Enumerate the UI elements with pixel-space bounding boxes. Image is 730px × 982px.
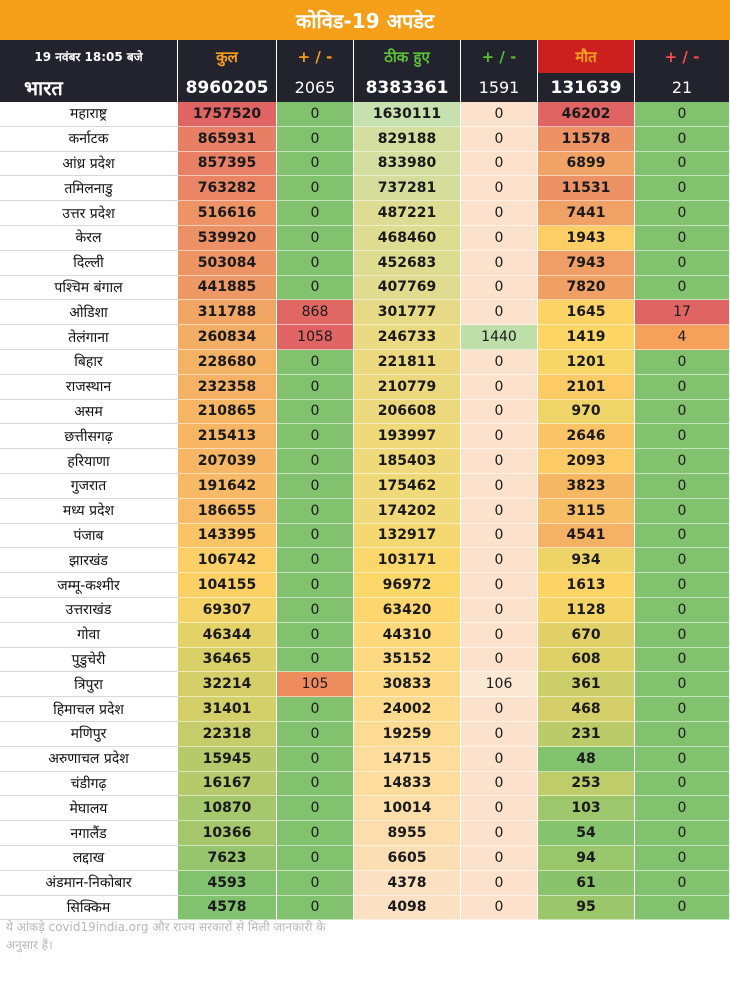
row-7-recovered: 407769 (354, 276, 461, 301)
national-deaths-delta: 21 (635, 73, 730, 102)
row-14-state: हरियाणा (0, 449, 178, 474)
row-24-deaths-delta: 0 (635, 697, 730, 722)
row-9-total: 260834 (178, 325, 277, 350)
row-21-recovered-delta: 0 (461, 623, 538, 648)
row-14-total: 207039 (178, 449, 277, 474)
row-30-recovered-delta: 0 (461, 846, 538, 871)
row-28-recovered-delta: 0 (461, 796, 538, 821)
row-28-total: 10870 (178, 796, 277, 821)
header-total: कुल (178, 40, 277, 73)
row-2-state: आंध्र प्रदेश (0, 152, 178, 177)
row-18-deaths: 934 (538, 548, 635, 573)
row-16-deaths: 3115 (538, 499, 635, 524)
row-28-deaths: 103 (538, 796, 635, 821)
row-16-total-delta: 0 (277, 499, 354, 524)
row-22-recovered-delta: 0 (461, 648, 538, 673)
row-3-recovered-delta: 0 (461, 176, 538, 201)
row-19-deaths-delta: 0 (635, 573, 730, 598)
row-23-total: 32214 (178, 672, 277, 697)
header-total-delta: + / - (277, 40, 354, 73)
row-30-state: लद्दाख (0, 846, 178, 871)
row-6-recovered-delta: 0 (461, 251, 538, 276)
row-17-deaths-delta: 0 (635, 524, 730, 549)
row-9-state: तेलंगाना (0, 325, 178, 350)
row-27-total: 16167 (178, 772, 277, 797)
row-8-deaths-delta: 17 (635, 300, 730, 325)
row-26-recovered-delta: 0 (461, 747, 538, 772)
row-1-recovered-delta: 0 (461, 127, 538, 152)
row-23-recovered-delta: 106 (461, 672, 538, 697)
row-25-total: 22318 (178, 722, 277, 747)
row-3-deaths-delta: 0 (635, 176, 730, 201)
row-28-recovered: 10014 (354, 796, 461, 821)
footer-note: ये आंकड़े covid19india.org और राज्य सरकारों से मिली जानकारी के अनुसार हैं। (6, 920, 326, 952)
row-32-recovered-delta: 0 (461, 896, 538, 921)
row-21-recovered: 44310 (354, 623, 461, 648)
row-30-recovered: 6605 (354, 846, 461, 871)
row-20-total-delta: 0 (277, 598, 354, 623)
row-23-deaths: 361 (538, 672, 635, 697)
row-31-state: अंडमान-निकोबार (0, 871, 178, 896)
row-18-total-delta: 0 (277, 548, 354, 573)
row-6-deaths: 7943 (538, 251, 635, 276)
row-15-state: गुजरात (0, 474, 178, 499)
national-recovered-delta: 1591 (461, 73, 538, 102)
row-13-deaths: 2646 (538, 424, 635, 449)
row-1-total-delta: 0 (277, 127, 354, 152)
row-20-total: 69307 (178, 598, 277, 623)
row-21-deaths-delta: 0 (635, 623, 730, 648)
row-20-deaths-delta: 0 (635, 598, 730, 623)
row-15-deaths: 3823 (538, 474, 635, 499)
row-8-state: ओडिशा (0, 300, 178, 325)
row-14-recovered-delta: 0 (461, 449, 538, 474)
row-10-recovered: 221811 (354, 350, 461, 375)
row-0-deaths: 46202 (538, 102, 635, 127)
row-15-total-delta: 0 (277, 474, 354, 499)
row-23-state: त्रिपुरा (0, 672, 178, 697)
row-4-deaths-delta: 0 (635, 201, 730, 226)
row-25-deaths-delta: 0 (635, 722, 730, 747)
row-3-total: 763282 (178, 176, 277, 201)
row-19-total-delta: 0 (277, 573, 354, 598)
row-24-total: 31401 (178, 697, 277, 722)
row-1-state: कर्नाटक (0, 127, 178, 152)
row-10-total: 228680 (178, 350, 277, 375)
row-22-recovered: 35152 (354, 648, 461, 673)
row-6-total-delta: 0 (277, 251, 354, 276)
row-23-total-delta: 105 (277, 672, 354, 697)
row-0-recovered: 1630111 (354, 102, 461, 127)
row-26-total: 15945 (178, 747, 277, 772)
row-7-recovered-delta: 0 (461, 276, 538, 301)
row-22-total: 36465 (178, 648, 277, 673)
row-6-recovered: 452683 (354, 251, 461, 276)
row-18-deaths-delta: 0 (635, 548, 730, 573)
row-25-state: मणिपुर (0, 722, 178, 747)
row-31-recovered: 4378 (354, 871, 461, 896)
row-26-state: अरुणाचल प्रदेश (0, 747, 178, 772)
row-25-recovered: 19259 (354, 722, 461, 747)
row-32-state: सिक्किम (0, 896, 178, 921)
header-recovered-delta: + / - (461, 40, 538, 73)
row-31-deaths-delta: 0 (635, 871, 730, 896)
row-29-total-delta: 0 (277, 821, 354, 846)
header-deaths-delta: + / - (635, 40, 730, 73)
national-total: 8960205 (178, 73, 277, 102)
row-29-recovered-delta: 0 (461, 821, 538, 846)
national-name: भारत (0, 73, 178, 102)
row-21-total: 46344 (178, 623, 277, 648)
row-5-total: 539920 (178, 226, 277, 251)
row-21-deaths: 670 (538, 623, 635, 648)
row-0-deaths-delta: 0 (635, 102, 730, 127)
row-3-recovered: 737281 (354, 176, 461, 201)
row-5-deaths: 1943 (538, 226, 635, 251)
row-21-state: गोवा (0, 623, 178, 648)
row-28-total-delta: 0 (277, 796, 354, 821)
row-26-deaths-delta: 0 (635, 747, 730, 772)
row-6-deaths-delta: 0 (635, 251, 730, 276)
row-1-deaths: 11578 (538, 127, 635, 152)
row-9-recovered: 246733 (354, 325, 461, 350)
header-deaths: मौत (538, 40, 635, 73)
row-32-recovered: 4098 (354, 896, 461, 921)
row-22-deaths: 608 (538, 648, 635, 673)
row-22-state: पुडुचेरी (0, 648, 178, 673)
row-12-total-delta: 0 (277, 400, 354, 425)
row-7-total-delta: 0 (277, 276, 354, 301)
row-4-total: 516616 (178, 201, 277, 226)
row-30-total-delta: 0 (277, 846, 354, 871)
row-27-deaths: 253 (538, 772, 635, 797)
row-24-recovered-delta: 0 (461, 697, 538, 722)
row-26-total-delta: 0 (277, 747, 354, 772)
row-28-deaths-delta: 0 (635, 796, 730, 821)
row-2-total: 857395 (178, 152, 277, 177)
row-10-deaths-delta: 0 (635, 350, 730, 375)
row-16-deaths-delta: 0 (635, 499, 730, 524)
row-26-deaths: 48 (538, 747, 635, 772)
national-total-delta: 2065 (277, 73, 354, 102)
row-9-deaths-delta: 4 (635, 325, 730, 350)
row-31-recovered-delta: 0 (461, 871, 538, 896)
row-8-recovered: 301777 (354, 300, 461, 325)
row-2-deaths: 6899 (538, 152, 635, 177)
row-23-deaths-delta: 0 (635, 672, 730, 697)
row-20-state: उत्तराखंड (0, 598, 178, 623)
row-17-total: 143395 (178, 524, 277, 549)
row-5-recovered-delta: 0 (461, 226, 538, 251)
row-30-total: 7623 (178, 846, 277, 871)
row-16-recovered-delta: 0 (461, 499, 538, 524)
row-32-total: 4578 (178, 896, 277, 921)
row-4-recovered-delta: 0 (461, 201, 538, 226)
row-12-total: 210865 (178, 400, 277, 425)
row-20-deaths: 1128 (538, 598, 635, 623)
row-8-total: 311788 (178, 300, 277, 325)
row-13-total: 215413 (178, 424, 277, 449)
row-2-recovered: 833980 (354, 152, 461, 177)
row-0-recovered-delta: 0 (461, 102, 538, 127)
row-27-recovered: 14833 (354, 772, 461, 797)
row-20-recovered: 63420 (354, 598, 461, 623)
row-31-total: 4593 (178, 871, 277, 896)
row-24-deaths: 468 (538, 697, 635, 722)
row-15-deaths-delta: 0 (635, 474, 730, 499)
row-25-deaths: 231 (538, 722, 635, 747)
row-16-total: 186655 (178, 499, 277, 524)
row-5-total-delta: 0 (277, 226, 354, 251)
row-17-recovered: 132917 (354, 524, 461, 549)
row-19-recovered-delta: 0 (461, 573, 538, 598)
row-13-state: छत्तीसगढ़ (0, 424, 178, 449)
page-title: कोविड-19 अपडेट (0, 0, 730, 40)
row-10-state: बिहार (0, 350, 178, 375)
row-19-state: जम्मू-कश्मीर (0, 573, 178, 598)
row-27-state: चंडीगढ़ (0, 772, 178, 797)
row-11-state: राजस्थान (0, 375, 178, 400)
row-11-total-delta: 0 (277, 375, 354, 400)
row-14-deaths-delta: 0 (635, 449, 730, 474)
row-13-recovered: 193997 (354, 424, 461, 449)
row-30-deaths: 94 (538, 846, 635, 871)
row-11-recovered: 210779 (354, 375, 461, 400)
row-27-total-delta: 0 (277, 772, 354, 797)
row-2-deaths-delta: 0 (635, 152, 730, 177)
row-19-total: 104155 (178, 573, 277, 598)
row-2-recovered-delta: 0 (461, 152, 538, 177)
row-12-recovered: 206608 (354, 400, 461, 425)
row-6-total: 503084 (178, 251, 277, 276)
row-16-state: मध्य प्रदेश (0, 499, 178, 524)
row-26-recovered: 14715 (354, 747, 461, 772)
row-4-deaths: 7441 (538, 201, 635, 226)
row-18-recovered: 103171 (354, 548, 461, 573)
row-14-total-delta: 0 (277, 449, 354, 474)
row-4-state: उत्तर प्रदेश (0, 201, 178, 226)
row-12-deaths: 970 (538, 400, 635, 425)
row-11-deaths: 2101 (538, 375, 635, 400)
row-32-total-delta: 0 (277, 896, 354, 921)
row-7-state: पश्चिम बंगाल (0, 276, 178, 301)
row-27-deaths-delta: 0 (635, 772, 730, 797)
row-5-recovered: 468460 (354, 226, 461, 251)
row-32-deaths-delta: 0 (635, 896, 730, 921)
row-1-recovered: 829188 (354, 127, 461, 152)
row-9-deaths: 1419 (538, 325, 635, 350)
row-29-deaths: 54 (538, 821, 635, 846)
row-9-total-delta: 1058 (277, 325, 354, 350)
row-12-recovered-delta: 0 (461, 400, 538, 425)
row-19-recovered: 96972 (354, 573, 461, 598)
row-1-total: 865931 (178, 127, 277, 152)
row-3-total-delta: 0 (277, 176, 354, 201)
national-deaths: 131639 (538, 73, 635, 102)
row-22-total-delta: 0 (277, 648, 354, 673)
row-11-deaths-delta: 0 (635, 375, 730, 400)
row-29-deaths-delta: 0 (635, 821, 730, 846)
row-17-recovered-delta: 0 (461, 524, 538, 549)
row-21-total-delta: 0 (277, 623, 354, 648)
row-27-recovered-delta: 0 (461, 772, 538, 797)
header-recovered: ठीक हुए (354, 40, 461, 73)
row-29-state: नगालैंड (0, 821, 178, 846)
row-3-deaths: 11531 (538, 176, 635, 201)
row-25-total-delta: 0 (277, 722, 354, 747)
row-18-recovered-delta: 0 (461, 548, 538, 573)
row-5-state: केरल (0, 226, 178, 251)
row-19-deaths: 1613 (538, 573, 635, 598)
row-1-deaths-delta: 0 (635, 127, 730, 152)
row-17-deaths: 4541 (538, 524, 635, 549)
row-22-deaths-delta: 0 (635, 648, 730, 673)
row-31-total-delta: 0 (277, 871, 354, 896)
row-30-deaths-delta: 0 (635, 846, 730, 871)
row-29-recovered: 8955 (354, 821, 461, 846)
row-17-total-delta: 0 (277, 524, 354, 549)
row-8-deaths: 1645 (538, 300, 635, 325)
row-29-total: 10366 (178, 821, 277, 846)
row-25-recovered-delta: 0 (461, 722, 538, 747)
row-23-recovered: 30833 (354, 672, 461, 697)
row-24-total-delta: 0 (277, 697, 354, 722)
row-10-total-delta: 0 (277, 350, 354, 375)
row-11-recovered-delta: 0 (461, 375, 538, 400)
row-4-recovered: 487221 (354, 201, 461, 226)
national-recovered: 8383361 (354, 73, 461, 102)
row-32-deaths: 95 (538, 896, 635, 921)
row-5-deaths-delta: 0 (635, 226, 730, 251)
row-18-state: झारखंड (0, 548, 178, 573)
row-15-recovered: 175462 (354, 474, 461, 499)
row-13-deaths-delta: 0 (635, 424, 730, 449)
row-12-deaths-delta: 0 (635, 400, 730, 425)
row-13-recovered-delta: 0 (461, 424, 538, 449)
row-0-total-delta: 0 (277, 102, 354, 127)
row-16-recovered: 174202 (354, 499, 461, 524)
row-13-total-delta: 0 (277, 424, 354, 449)
row-12-state: असम (0, 400, 178, 425)
row-7-deaths-delta: 0 (635, 276, 730, 301)
row-18-total: 106742 (178, 548, 277, 573)
row-15-recovered-delta: 0 (461, 474, 538, 499)
row-0-state: महाराष्ट्र (0, 102, 178, 127)
row-7-total: 441885 (178, 276, 277, 301)
row-14-recovered: 185403 (354, 449, 461, 474)
row-7-deaths: 7820 (538, 276, 635, 301)
row-14-deaths: 2093 (538, 449, 635, 474)
header-date: 19 नवंबर 18:05 बजे (0, 40, 178, 73)
row-3-state: तमिलनाडु (0, 176, 178, 201)
row-28-state: मेघालय (0, 796, 178, 821)
row-15-total: 191642 (178, 474, 277, 499)
row-8-total-delta: 868 (277, 300, 354, 325)
row-8-recovered-delta: 0 (461, 300, 538, 325)
row-10-deaths: 1201 (538, 350, 635, 375)
row-20-recovered-delta: 0 (461, 598, 538, 623)
row-31-deaths: 61 (538, 871, 635, 896)
row-9-recovered-delta: 1440 (461, 325, 538, 350)
row-0-total: 1757520 (178, 102, 277, 127)
row-24-recovered: 24002 (354, 697, 461, 722)
row-4-total-delta: 0 (277, 201, 354, 226)
row-24-state: हिमाचल प्रदेश (0, 697, 178, 722)
row-17-state: पंजाब (0, 524, 178, 549)
row-6-state: दिल्ली (0, 251, 178, 276)
row-2-total-delta: 0 (277, 152, 354, 177)
row-10-recovered-delta: 0 (461, 350, 538, 375)
row-11-total: 232358 (178, 375, 277, 400)
